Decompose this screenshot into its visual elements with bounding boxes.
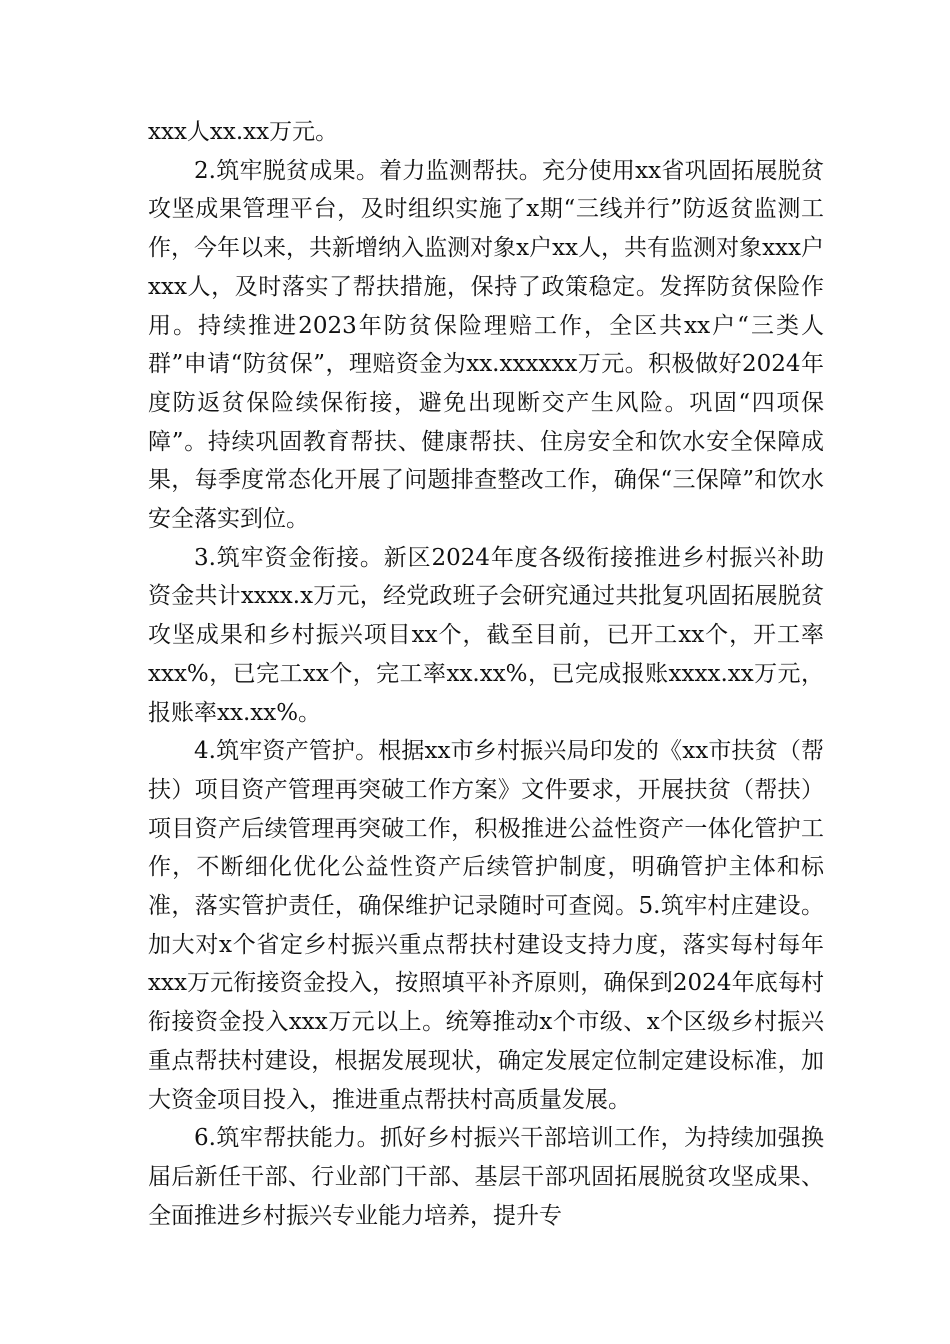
paragraph-assistance-capacity: 6.筑牢帮扶能力。抓好乡村振兴干部培训工作，为持续加强换届后新任干部、行业部门干部、基层干部巩固拓展脱贫攻坚成果、全面推进乡村振兴专业能力培养，提升专 [148, 1125, 824, 1229]
paragraph-continuation: xxx人xx.xx万元。 [148, 119, 339, 145]
document-body [148, 113, 824, 1235]
paragraph-poverty-results: 2.筑牢脱贫成果。着力监测帮扶。充分使用xx省巩固拓展脱贫攻坚成果管理平台，及时组织实施了x期“三线并行”防返贫监测工作，今年以来，共新增纳入监测对象x户xx人，共有监测对象xxx户xxx人，及时落实了帮扶措施，保持了政策稳定。发挥防贫保险作用。持续推进2023年防贫保险理赔工作，全区共xx户“三类人群”申请“防贫保”，理赔资金为xx.xxxxxx万元。积极做好2024年度防返贫保险续保衔接，避免出现断交产生风险。巩固“四项保障”。持续巩固教育帮扶、健康帮扶、住房安全和饮水安全保障成果，每季度常态化开展了问题排查整改工作，确保“三保障”和饮水安全落实到位。 [148, 157, 824, 533]
paragraph-funding-linkage: 3.筑牢资金衔接。新区2024年度各级衔接推进乡村振兴补助资金共计xxxx.x万元，经党政班子会研究通过共批复巩固拓展脱贫攻坚成果和乡村振兴项目xx个，截至目前，已开工xx个，开工率xxx%，已完工xx个，完工率xx.xx%，已完成报账xxxx.xx万元，报账率xx.xx%。 [148, 544, 824, 726]
paragraph-asset-management: 4.筑牢资产管护。根据xx市乡村振兴局印发的《xx市扶贫（帮扶）项目资产管理再突破工作方案》文件要求，开展扶贫（帮扶）项目资产后续管理再突破工作，积极推进公益性资产一体化管护工作，不断细化优化公益性资产后续管护制度，明确管护主体和标准，落实管护责任，确保维护记录随时可查阅。5.筑牢村庄建设。加大对x个省定乡村振兴重点帮扶村建设支持力度，落实每村每年xxx万元衔接资金投入，按照填平补齐原则，确保到2024年底每村衔接资金投入xxx万元以上。统筹推动x个市级、x个区级乡村振兴重点帮扶村建设，根据发展现状，确定发展定位制定建设标准，加大资金项目投入，推进重点帮扶村高质量发展。 [148, 738, 824, 1113]
